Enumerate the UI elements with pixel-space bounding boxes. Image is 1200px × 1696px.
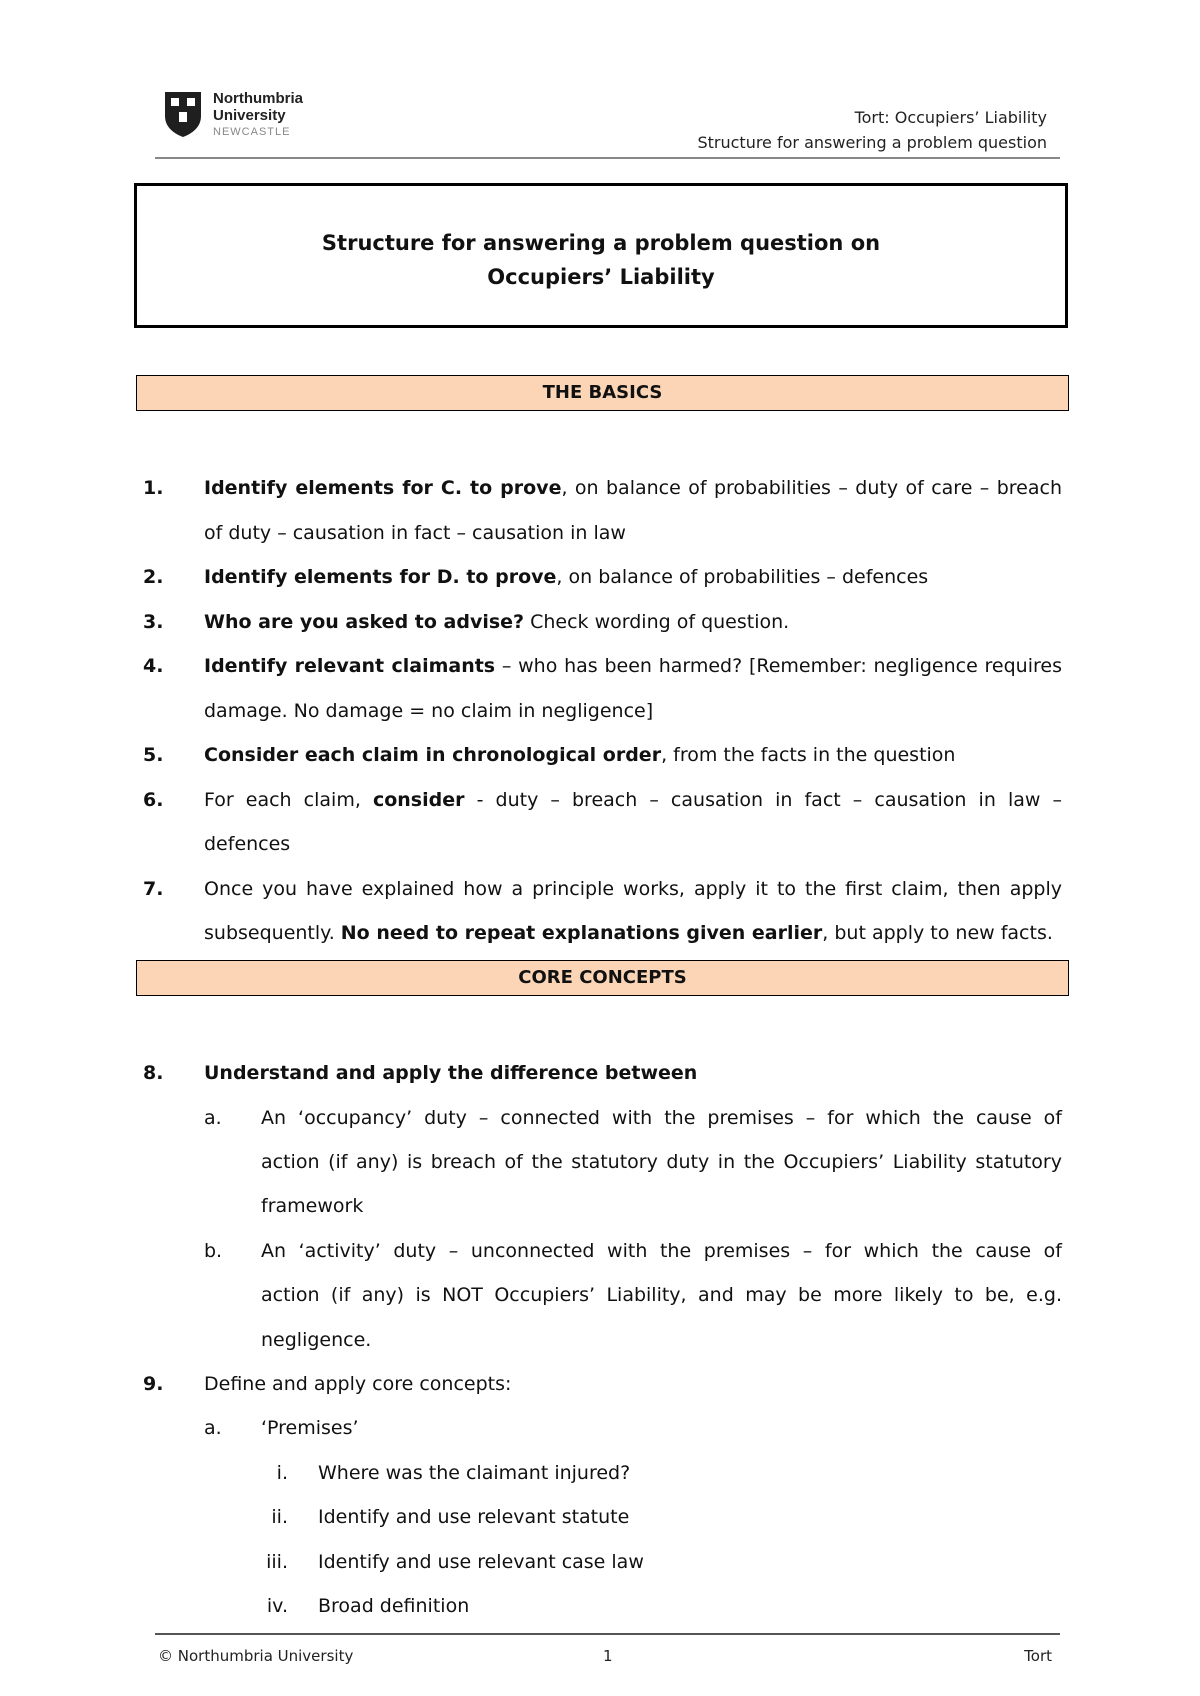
footer-copyright: © Northumbria University [158, 1647, 354, 1665]
section-header-basics: THE BASICS [136, 375, 1069, 411]
footer-subject: Tort [1024, 1647, 1052, 1665]
logo-line1: Northumbria [213, 90, 303, 107]
page-number: 1 [603, 1647, 613, 1665]
logo-line3: NEWCASTLE [213, 126, 291, 138]
title-box [134, 183, 1068, 328]
header-course-title: Tort: Occupiers’ Liability [854, 108, 1047, 127]
header-doc-subtitle: Structure for answering a problem question [697, 133, 1047, 152]
page-title-line1: Structure for answering a problem question on [321, 231, 881, 255]
section-header-core: CORE CONCEPTS [136, 960, 1069, 996]
university-logo [163, 90, 353, 140]
logo-line2: University [213, 107, 286, 124]
header-divider [155, 157, 1060, 159]
crest-icon [163, 90, 203, 138]
footer-divider [155, 1633, 1060, 1635]
page-title-line2: Occupiers’ Liability [487, 265, 715, 289]
